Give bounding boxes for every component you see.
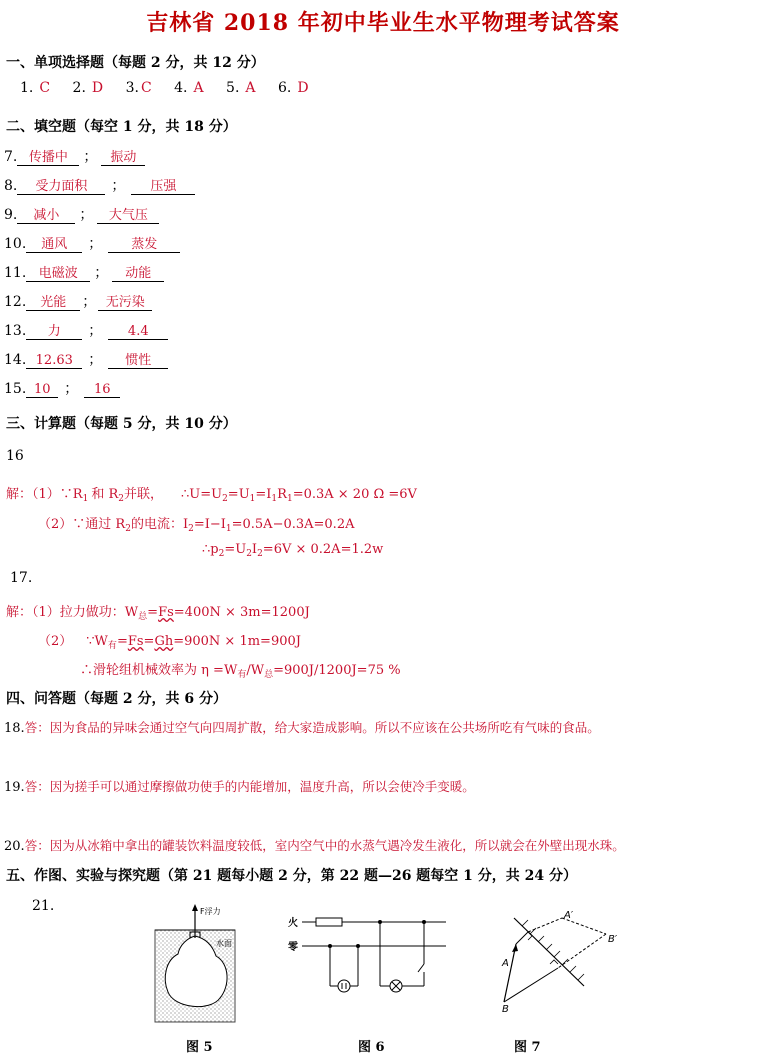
subscript: 总 <box>264 670 274 680</box>
fill-answer-a: 受力面积 <box>17 179 105 195</box>
fill-answer-b: 动能 <box>112 266 164 282</box>
fill-answer-a: 电磁波 <box>26 266 90 282</box>
fill-num: 12. <box>4 294 27 310</box>
fill-num: 10. <box>4 236 27 252</box>
figure-6-circuit <box>286 906 456 1006</box>
fill-sep: ； <box>111 178 126 194</box>
fill-answer-a: 传播中 <box>17 150 79 166</box>
qa-num: 19. <box>4 780 25 795</box>
section-heading-3: 三、计算题（每题 5 分，共 10 分） <box>6 416 237 432</box>
subscript: 2 <box>257 549 263 559</box>
sol-text: 和 R <box>91 487 119 502</box>
figure-7-b: B <box>502 1004 509 1015</box>
page-title: 吉林省 2018 年初中毕业生水平物理考试答案 <box>146 10 620 36</box>
answer-20 <box>4 836 625 854</box>
sol-text: /W <box>246 663 265 678</box>
subscript: 2 <box>118 494 124 504</box>
fill-sep: ； <box>94 265 109 281</box>
subscript: 2 <box>188 524 194 534</box>
fill-answer-b: 蒸发 <box>108 237 180 253</box>
solution-16-line-3 <box>202 542 383 559</box>
sol-text: 的电流：I <box>130 517 189 532</box>
mc-num: 1. <box>20 80 34 96</box>
fill-answer-a: 力 <box>26 324 82 340</box>
sol-text: = <box>116 634 128 649</box>
fill-answer-b: 无污染 <box>98 295 152 311</box>
subscript: 有 <box>237 670 247 680</box>
fill-row-13 <box>4 320 168 340</box>
sol-text: Fs <box>127 634 144 649</box>
sol-text: =U <box>224 542 247 557</box>
fill-answer-a: 12.63 <box>26 353 82 369</box>
mc-num: 2. <box>72 80 86 96</box>
solution-label: 解： <box>6 487 33 502</box>
sol-text: ∴滑轮组机械效率为 η =W <box>80 663 238 678</box>
sol-text: =I <box>255 487 272 502</box>
mc-num: 6. <box>277 80 292 96</box>
fill-row-12 <box>4 291 152 311</box>
mc-answer: D <box>91 80 104 96</box>
sol-text: =I−I <box>193 517 226 532</box>
figure-5-water-label: 水面 <box>216 939 232 948</box>
figure-5-buoyancy <box>150 900 240 1028</box>
sol-text: =900N × 1m=900J <box>173 634 301 649</box>
sol-text: = <box>143 634 155 649</box>
fill-answer-b: 惯性 <box>108 353 168 369</box>
sol-text: =0.3A × 20 Ω =6V <box>292 487 417 502</box>
sol-text: （2） <box>38 634 73 649</box>
sol-text: =0.5A−0.3A=0.2A <box>231 517 355 532</box>
answer-19 <box>4 777 475 795</box>
solution-17-line-2 <box>38 630 301 651</box>
figure-6-live-label: 火 <box>288 918 298 929</box>
figure-7-a-prime: A′ <box>564 910 574 921</box>
mc-num: 3. <box>125 80 139 96</box>
sol-text: I <box>251 542 258 557</box>
subscript: 1 <box>82 494 89 504</box>
fill-row-7 <box>4 146 145 166</box>
fill-sep: ； <box>88 352 103 368</box>
fill-num: 11. <box>4 265 27 281</box>
sol-text: ∴p <box>202 542 219 557</box>
fill-num: 15. <box>4 381 27 397</box>
fill-answer-b: 压强 <box>131 179 195 195</box>
question-21-number: 21. <box>32 898 55 914</box>
solution-16-line-2 <box>38 513 354 534</box>
fill-sep: ； <box>64 381 79 397</box>
fill-answer-b: 大气压 <box>97 208 159 224</box>
mc-answer: C <box>140 80 152 96</box>
sol-text: R <box>277 487 287 502</box>
solution-17-line-1 <box>6 601 310 622</box>
subscript: 2 <box>222 494 228 504</box>
fill-row-9 <box>4 204 159 224</box>
sol-text: ∵W <box>86 634 108 649</box>
sol-text: Gh <box>154 634 174 649</box>
subscript: 1 <box>286 494 293 504</box>
fill-num: 7. <box>4 149 18 165</box>
sol-text: Fs <box>158 605 174 620</box>
section-heading-2: 二、填空题（每空 1 分，共 18 分） <box>6 119 237 135</box>
qa-text: 答：因为食品的异味会通过空气向四周扩散，给大家造成影响。所以不应该在公共场所吃有气味的食品。 <box>24 720 600 735</box>
fill-num: 9. <box>4 207 18 223</box>
figure-7-caption: 图 7 <box>514 1040 541 1055</box>
question-16-number: 16 <box>6 448 24 464</box>
sol-text: （2）∵通过 R <box>38 517 126 532</box>
subscript: 1 <box>271 494 278 504</box>
section-heading-5: 五、作图、实验与探究题（第 21 题每小题 2 分，第 22 题—26 题每空 1 分，共 24 分） <box>6 868 578 884</box>
fill-answer-b: 振动 <box>101 150 145 166</box>
section-heading-4: 四、问答题（每题 2 分，共 6 分） <box>6 691 227 707</box>
fill-num: 13. <box>4 323 27 339</box>
mc-answer: D <box>297 80 309 96</box>
mc-answer: C <box>39 80 51 96</box>
fill-row-14 <box>4 349 168 369</box>
sol-text: ∴U=U <box>180 487 223 502</box>
figure-5-caption: 图 5 <box>186 1040 213 1055</box>
figure-7-b-prime: B′ <box>608 934 618 945</box>
sol-text: =400N × 3m=1200J <box>173 605 310 620</box>
subscript: 1 <box>225 524 232 534</box>
figure-6-caption: 图 6 <box>358 1040 385 1055</box>
sol-text: =6V × 0.2A=1.2w <box>262 542 384 557</box>
fill-sep: ； <box>79 207 94 223</box>
mc-answer: A <box>193 80 204 96</box>
fill-sep: ； <box>82 294 97 310</box>
mc-answers <box>20 80 315 96</box>
fill-sep: ； <box>88 236 103 252</box>
subscript: 2 <box>125 524 131 534</box>
mc-answer: A <box>245 80 256 96</box>
sol-text: =U <box>227 487 250 502</box>
mc-num: 4. <box>174 80 188 96</box>
fill-sep: ； <box>88 323 103 339</box>
subscript: 2 <box>246 549 252 559</box>
fill-row-11 <box>4 262 164 282</box>
qa-num: 20. <box>4 839 25 854</box>
fill-answer-b: 4.4 <box>108 324 168 340</box>
sol-text: （1）拉力做功：W <box>32 605 139 620</box>
sol-text: （1）∵R <box>32 487 83 502</box>
qa-text: 答：因为搓手可以通过摩擦做功使手的内能增加，温度升高，所以会使冷手变暖。 <box>24 779 475 794</box>
fill-row-8 <box>4 175 195 195</box>
figure-5-force-label: F浮力 <box>200 907 221 916</box>
figure-7-a: A <box>502 958 509 969</box>
qa-num: 18. <box>4 721 25 736</box>
sol-text: =900J/1200J=75 % <box>273 663 401 678</box>
solution-17-line-3 <box>80 659 401 680</box>
section-heading-1: 一、单项选择题（每题 2 分，共 12 分） <box>6 55 265 71</box>
fill-num: 8. <box>4 178 18 194</box>
fill-answer-a: 10 <box>26 382 58 398</box>
fill-num: 14. <box>4 352 27 368</box>
solution-16-line-1 <box>6 483 417 504</box>
question-17-number: 17. <box>10 570 33 586</box>
fill-row-10 <box>4 233 180 253</box>
fill-row-15 <box>4 378 120 398</box>
figure-6-neutral-label: 零 <box>288 942 298 953</box>
qa-text: 答：因为从冰箱中拿出的罐装饮料温度较低，室内空气中的水蒸气遇冷发生液化，所以就会在外壁出现水珠。 <box>24 838 625 853</box>
sol-text: 并联， <box>123 487 163 502</box>
subscript: 有 <box>107 641 117 651</box>
fill-answer-b: 16 <box>84 382 120 398</box>
subscript: 1 <box>249 494 256 504</box>
mc-num: 5. <box>226 80 240 96</box>
subscript: 总 <box>138 612 148 622</box>
answer-18 <box>4 718 600 736</box>
figure-7-mirror <box>488 906 628 1016</box>
fill-answer-a: 光能 <box>26 295 80 311</box>
solution-label: 解： <box>6 605 33 620</box>
fill-sep: ； <box>83 149 98 165</box>
subscript: 2 <box>218 549 225 559</box>
fill-answer-a: 减小 <box>17 208 75 224</box>
sol-text: = <box>147 605 159 620</box>
fill-answer-a: 通风 <box>26 237 82 253</box>
